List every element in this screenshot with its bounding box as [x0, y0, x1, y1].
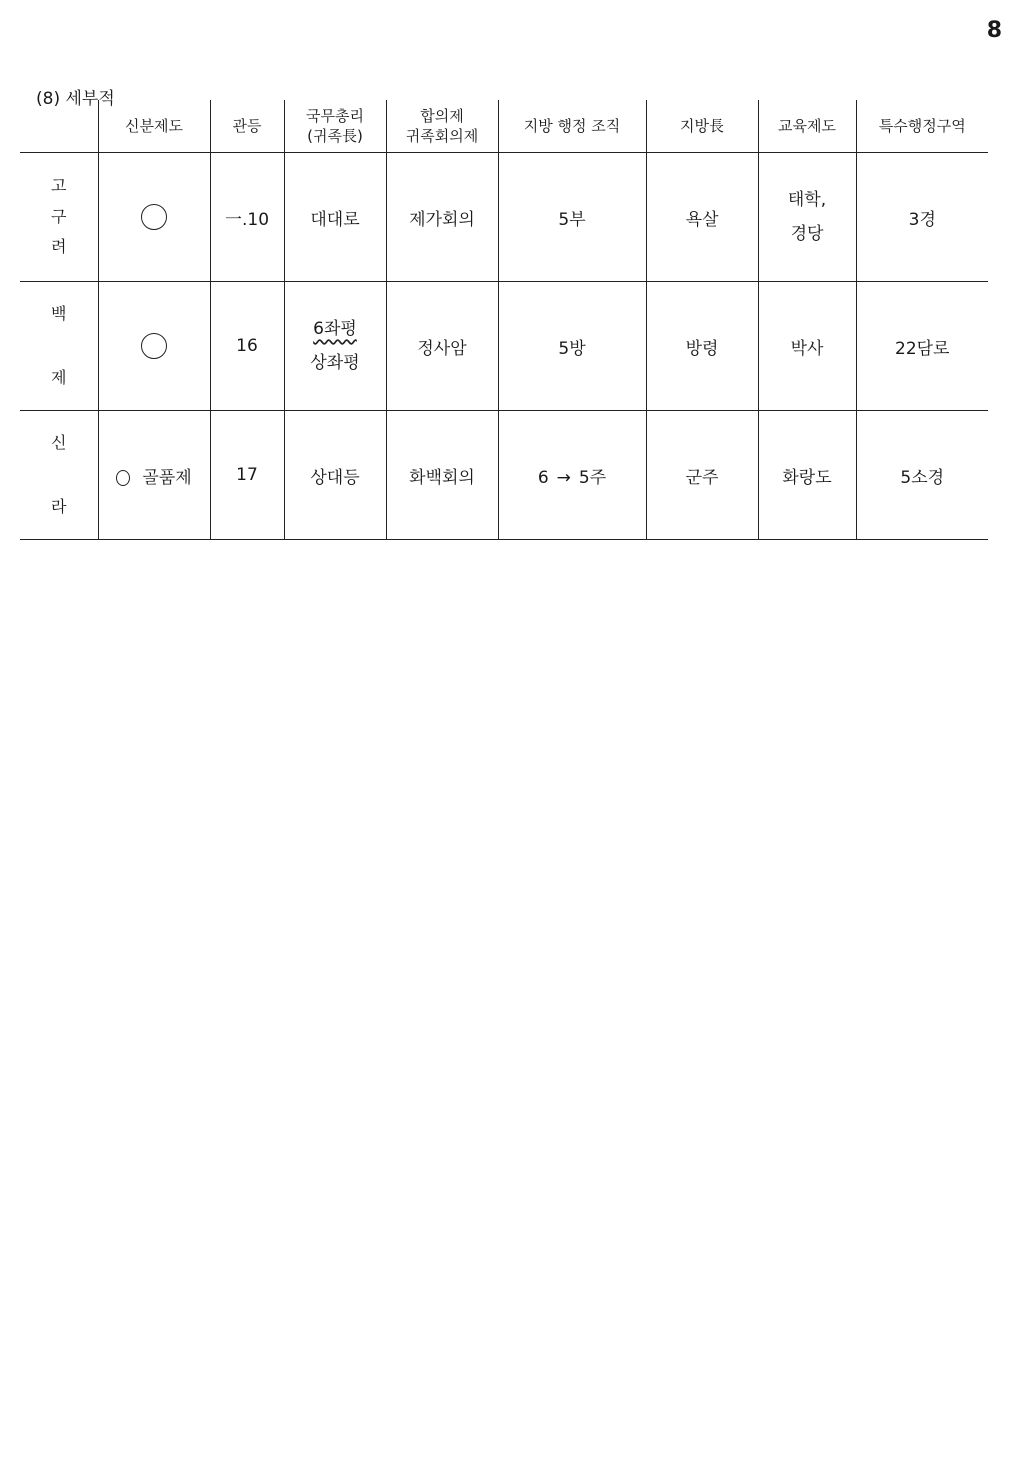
cell-rank-silla: 17 [210, 411, 284, 540]
header-chief-minister [284, 100, 386, 153]
header-education: 교육제도 [758, 100, 856, 153]
circle-mark-icon [116, 470, 130, 486]
header-local-chief: 지방長 [646, 100, 758, 153]
kingdom-char: 려 [51, 237, 67, 257]
cell-council-silla: 화백회의 [386, 411, 498, 540]
arrow-right-icon: → [556, 467, 571, 488]
circle-mark-icon [141, 333, 167, 359]
cell-council-goguryeo: 제가회의 [386, 153, 498, 282]
kingdom-goguryeo [20, 153, 98, 282]
cell-status-baekje [98, 282, 210, 411]
cell-rank-goguryeo: 一.10 [210, 153, 284, 282]
status-system-label: 골품제 [142, 467, 192, 488]
header-council-line2: 귀족회의제 [405, 127, 479, 145]
kingdom-baekje [20, 282, 98, 411]
header-chief-line1: 국무총리 [306, 106, 364, 125]
header-chief-line2: (귀족長) [307, 127, 363, 145]
header-row [20, 100, 988, 153]
cell-education-goguryeo [758, 153, 856, 282]
section-title: (8) 세부적 [36, 89, 115, 109]
kingdom-char: 구 [51, 206, 67, 226]
table-row-goguryeo [20, 153, 988, 282]
cell-local-chief-goguryeo: 욕살 [646, 153, 758, 282]
cell-education-baekje: 박사 [758, 282, 856, 411]
cell-special-zone-baekje: 22담로 [856, 282, 988, 411]
kingdom-silla [20, 411, 98, 540]
cell-status-goguryeo [98, 153, 210, 282]
cell-local-org-goguryeo: 5부 [498, 153, 646, 282]
cell-local-chief-silla: 군주 [646, 411, 758, 540]
header-status-system: 신분제도 [98, 100, 210, 153]
local-org-to: 5주 [578, 467, 607, 488]
kingdom-char: 제 [51, 368, 67, 387]
kingdom-char: 신 [51, 432, 67, 452]
cell-special-zone-silla: 5소경 [856, 411, 988, 540]
cell-chief-silla: 상대등 [284, 411, 386, 540]
cell-local-org-baekje: 5방 [498, 282, 646, 411]
header-rank: 관등 [210, 100, 284, 153]
education-line2: 경당 [790, 224, 824, 244]
cell-education-silla: 화랑도 [758, 411, 856, 540]
cell-local-org-silla [498, 411, 646, 540]
table-row-baekje [20, 282, 988, 411]
three-kingdoms-table [20, 100, 988, 540]
header-special-zone: 특수행정구역 [856, 100, 988, 153]
education-line1: 태학, [787, 190, 827, 210]
header-council [386, 100, 498, 153]
cell-chief-goguryeo: 대대로 [284, 153, 386, 282]
cell-chief-baekje [284, 282, 386, 411]
circle-mark-icon [141, 204, 167, 230]
kingdom-char: 백 [51, 303, 67, 323]
kingdom-char: 고 [51, 176, 67, 196]
cell-special-zone-goguryeo: 3경 [856, 153, 988, 282]
table-row-silla [20, 411, 988, 540]
kingdom-char: 라 [51, 497, 67, 516]
chief-line1: 6좌평 [313, 319, 357, 339]
cell-council-baekje: 정사암 [386, 282, 498, 411]
cell-status-silla [98, 411, 210, 540]
chief-line2: 상좌평 [310, 353, 360, 373]
cell-rank-baekje: 16 [210, 282, 284, 411]
page-number: 8 [986, 18, 1002, 43]
local-org-from: 6 [537, 467, 549, 488]
header-council-line1: 합의제 [420, 106, 464, 125]
cell-local-chief-baekje: 방령 [646, 282, 758, 411]
header-local-org: 지방 행정 조직 [498, 100, 646, 153]
header-corner [20, 100, 98, 153]
